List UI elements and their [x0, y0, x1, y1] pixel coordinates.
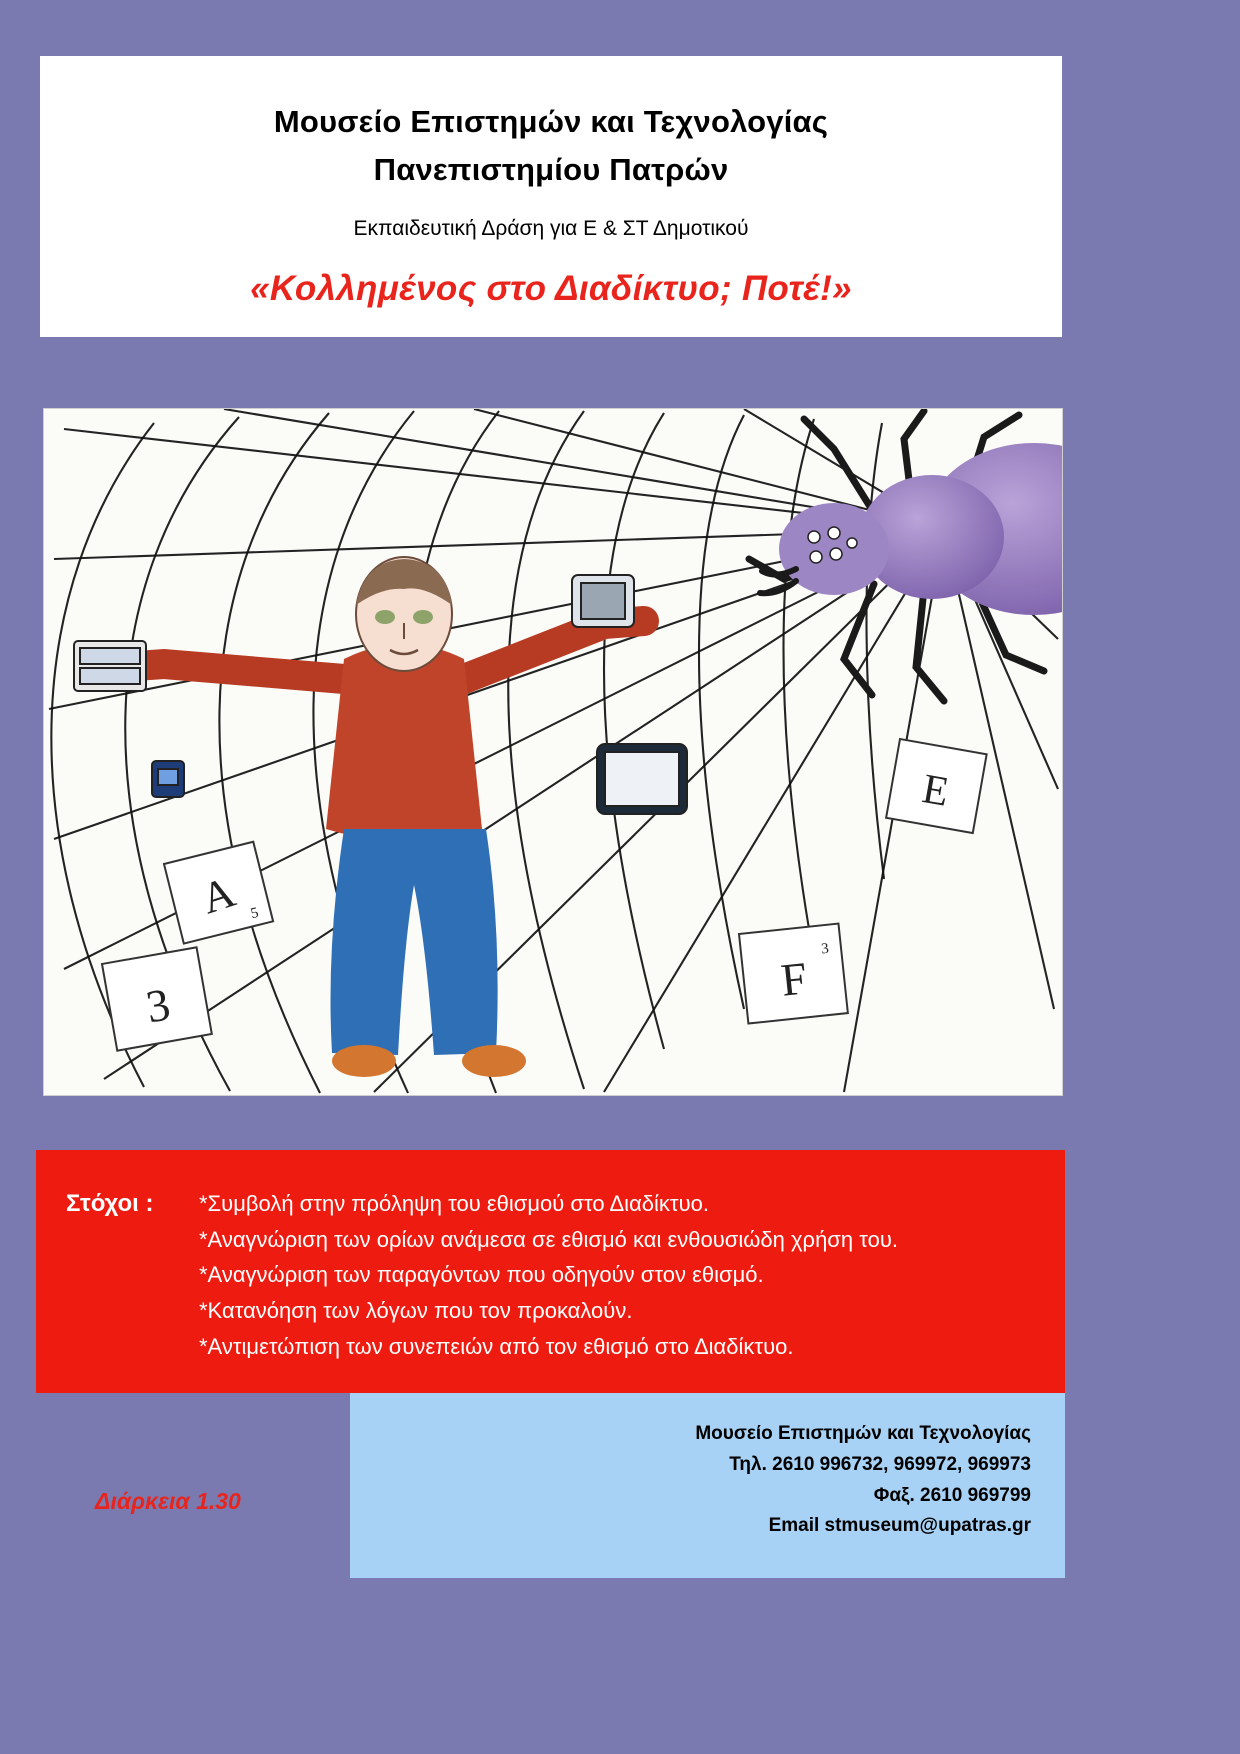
- svg-text:A: A: [195, 867, 241, 924]
- contact-email[interactable]: Email stmuseum@upatras.gr: [768, 1515, 1031, 1537]
- header-panel: [40, 56, 1062, 337]
- contact-fax: Φαξ. 2610 969799: [873, 1484, 1031, 1506]
- svg-text:5: 5: [249, 904, 261, 923]
- objective-item: *Αναγνώριση των ορίων ανάμεσα σε εθισμό και ενθουσιώδη χρήση του.: [199, 1226, 898, 1252]
- objectives-list: [199, 1186, 1049, 1364]
- museum-title-line1: Μουσείο Επιστημών και Τεχνολογίας: [273, 104, 829, 139]
- artwork-drawing: [44, 409, 1062, 1095]
- event-subtitle: Εκπαιδευτική Δράση για Ε & ΣΤ Δημοτικού: [353, 217, 749, 241]
- contact-panel: [350, 1393, 1065, 1578]
- contact-phone: Τηλ. 2610 996732, 969972, 969973: [729, 1453, 1031, 1475]
- svg-text:3: 3: [820, 940, 830, 958]
- page-title: «Κολλημένος στο Διαδίκτυο; Ποτέ!»: [250, 269, 852, 309]
- objective-item: *Συμβολή στην πρόληψη του εθισμού στο Διαδίκτυο.: [199, 1191, 709, 1216]
- objectives-label: Στόχοι :: [66, 1190, 154, 1217]
- contact-org: Μουσείο Επιστημών και Τεχνολογίας: [695, 1423, 1031, 1444]
- artwork-image: [43, 408, 1063, 1096]
- museum-title-line2: Πανεπιστημίου Πατρών: [373, 152, 729, 188]
- spider-web-illustration: [44, 409, 1062, 1095]
- objective-item: *Κατανόηση των λόγων που τον προκαλούν.: [199, 1297, 633, 1323]
- objective-item: *Αντιμετώπιση των συνεπειών από τον εθισμό στο Διαδίκτυο.: [199, 1333, 794, 1359]
- svg-text:3: 3: [142, 978, 174, 1033]
- objectives-box: [36, 1150, 1065, 1393]
- svg-text:E: E: [918, 766, 953, 816]
- objective-item: *Αναγνώριση των παραγόντων που οδηγούν στον εθισμό.: [199, 1262, 764, 1288]
- duration-label: Διάρκεια 1.30: [95, 1488, 241, 1514]
- svg-text:F: F: [778, 952, 810, 1006]
